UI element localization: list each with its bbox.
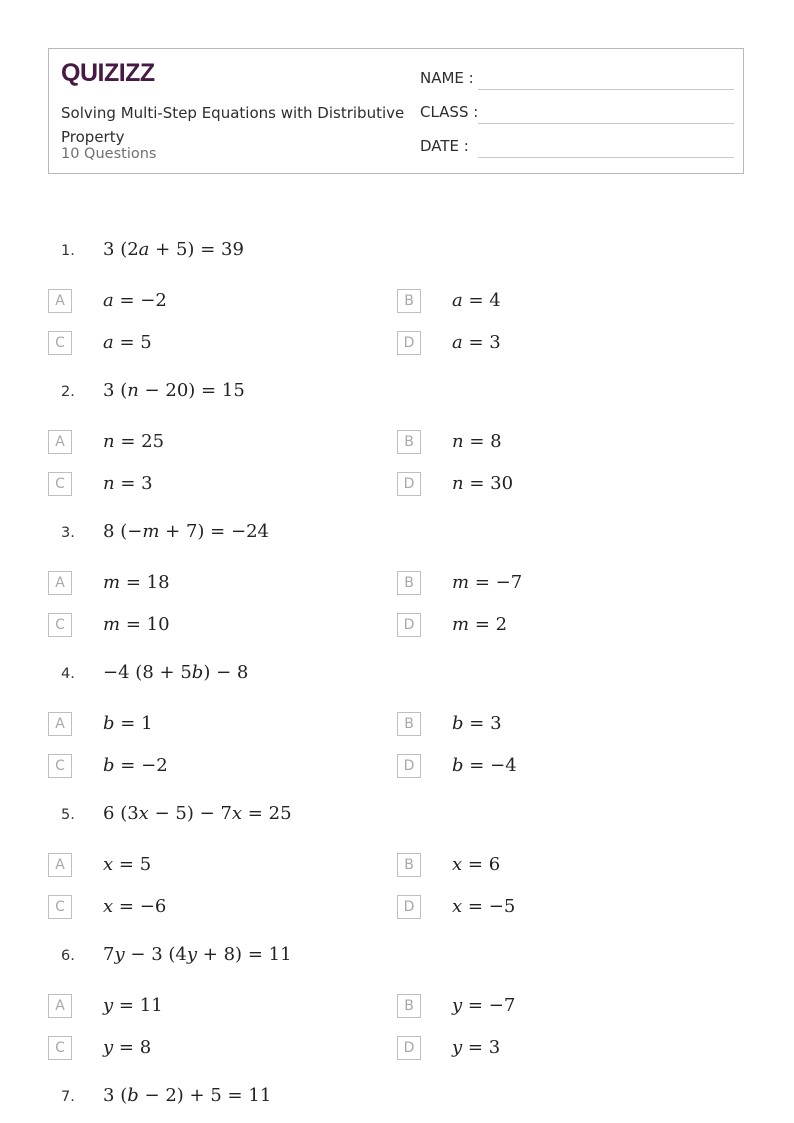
option-text: m = 10 — [103, 614, 170, 635]
option-text: y = 8 — [103, 1037, 152, 1058]
answer-option-b[interactable] — [397, 289, 697, 315]
option-text: b = 1 — [103, 713, 153, 734]
answer-option-b[interactable] — [397, 994, 697, 1020]
option-letter-box[interactable]: B — [397, 994, 421, 1018]
question-number: 4. — [61, 666, 75, 682]
option-letter-box[interactable]: C — [48, 613, 72, 637]
date-field — [420, 134, 734, 158]
class-label: CLASS : — [420, 103, 479, 121]
option-letter-box[interactable]: A — [48, 571, 72, 595]
question-equation: 8 (−m + 7) = −24 — [103, 521, 269, 542]
answer-option-a[interactable] — [48, 430, 348, 456]
option-text: m = −7 — [452, 572, 523, 593]
answer-option-d[interactable] — [397, 472, 697, 498]
answer-option-b[interactable] — [397, 430, 697, 456]
question-4 — [0, 654, 794, 696]
question-number: 7. — [61, 1089, 75, 1105]
option-letter-box[interactable]: B — [397, 430, 421, 454]
answer-option-d[interactable] — [397, 613, 697, 639]
class-field — [420, 100, 734, 124]
option-text: m = 2 — [452, 614, 508, 635]
worksheet-header — [48, 48, 744, 174]
class-line — [478, 123, 734, 124]
question-number: 6. — [61, 948, 75, 964]
option-text: x = 6 — [452, 854, 501, 875]
option-text: a = −2 — [103, 290, 167, 311]
question-5 — [0, 795, 794, 837]
option-text: x = −6 — [103, 896, 167, 917]
question-count: 10 Questions — [61, 146, 157, 162]
option-text: a = 4 — [452, 290, 501, 311]
question-equation: −4 (8 + 5b) − 8 — [103, 662, 249, 683]
option-text: x = 5 — [103, 854, 152, 875]
answer-option-a[interactable] — [48, 571, 348, 597]
option-letter-box[interactable]: A — [48, 994, 72, 1018]
answer-option-d[interactable] — [397, 754, 697, 780]
option-letter-box[interactable]: A — [48, 853, 72, 877]
option-letter-box[interactable]: D — [397, 331, 421, 355]
option-letter-box[interactable]: A — [48, 430, 72, 454]
answer-option-d[interactable] — [397, 331, 697, 357]
option-text: m = 18 — [103, 572, 170, 593]
option-text: n = 8 — [452, 431, 502, 452]
option-letter-box[interactable]: D — [397, 754, 421, 778]
answer-option-a[interactable] — [48, 853, 348, 879]
option-letter-box[interactable]: B — [397, 853, 421, 877]
option-letter-box[interactable]: C — [48, 895, 72, 919]
answer-option-d[interactable] — [397, 1036, 697, 1062]
option-text: a = 3 — [452, 332, 501, 353]
answer-option-a[interactable] — [48, 712, 348, 738]
question-number: 3. — [61, 525, 75, 541]
option-letter-box[interactable]: C — [48, 754, 72, 778]
option-text: y = −7 — [452, 995, 516, 1016]
name-field — [420, 66, 734, 90]
option-text: n = 25 — [103, 431, 165, 452]
question-7 — [0, 1077, 794, 1119]
question-number: 1. — [61, 243, 75, 259]
option-text: b = −4 — [452, 755, 517, 776]
option-letter-box[interactable]: B — [397, 571, 421, 595]
option-letter-box[interactable]: A — [48, 289, 72, 313]
answer-option-c[interactable] — [48, 895, 348, 921]
question-number: 2. — [61, 384, 75, 400]
option-text: x = −5 — [452, 896, 516, 917]
question-equation: 3 (b − 2) + 5 = 11 — [103, 1085, 272, 1106]
answer-option-b[interactable] — [397, 712, 697, 738]
answer-option-a[interactable] — [48, 289, 348, 315]
option-letter-box[interactable]: A — [48, 712, 72, 736]
option-text: n = 30 — [452, 473, 514, 494]
question-number: 5. — [61, 807, 75, 823]
answer-option-c[interactable] — [48, 754, 348, 780]
option-letter-box[interactable]: C — [48, 331, 72, 355]
question-equation: 3 (n − 20) = 15 — [103, 380, 245, 401]
name-line — [478, 89, 734, 90]
quizizz-logo: QUIZIZZ — [61, 59, 155, 87]
name-label: NAME : — [420, 69, 474, 87]
question-equation: 3 (2a + 5) = 39 — [103, 239, 244, 260]
option-letter-box[interactable]: B — [397, 712, 421, 736]
answer-option-c[interactable] — [48, 1036, 348, 1062]
date-label: DATE : — [420, 137, 469, 155]
date-line — [478, 157, 734, 158]
answer-option-d[interactable] — [397, 895, 697, 921]
option-letter-box[interactable]: C — [48, 472, 72, 496]
question-6 — [0, 936, 794, 978]
question-3 — [0, 513, 794, 555]
option-letter-box[interactable]: D — [397, 613, 421, 637]
option-text: b = −2 — [103, 755, 168, 776]
answer-option-c[interactable] — [48, 613, 348, 639]
answer-option-a[interactable] — [48, 994, 348, 1020]
option-text: y = 11 — [103, 995, 163, 1016]
option-letter-box[interactable]: D — [397, 895, 421, 919]
option-letter-box[interactable]: D — [397, 1036, 421, 1060]
option-letter-box[interactable]: C — [48, 1036, 72, 1060]
option-text: n = 3 — [103, 473, 153, 494]
answer-option-c[interactable] — [48, 472, 348, 498]
option-text: a = 5 — [103, 332, 152, 353]
option-text: b = 3 — [452, 713, 502, 734]
answer-option-c[interactable] — [48, 331, 348, 357]
option-letter-box[interactable]: D — [397, 472, 421, 496]
question-equation: 7y − 3 (4y + 8) = 11 — [103, 944, 292, 965]
question-2 — [0, 372, 794, 414]
question-equation: 6 (3x − 5) − 7x = 25 — [103, 803, 292, 824]
option-text: y = 3 — [452, 1037, 501, 1058]
answer-option-b[interactable] — [397, 571, 697, 597]
answer-option-b[interactable] — [397, 853, 697, 879]
worksheet-title: Solving Multi-Step Equations with Distributive Property — [61, 104, 405, 146]
option-letter-box[interactable]: B — [397, 289, 421, 313]
question-1 — [0, 231, 794, 273]
